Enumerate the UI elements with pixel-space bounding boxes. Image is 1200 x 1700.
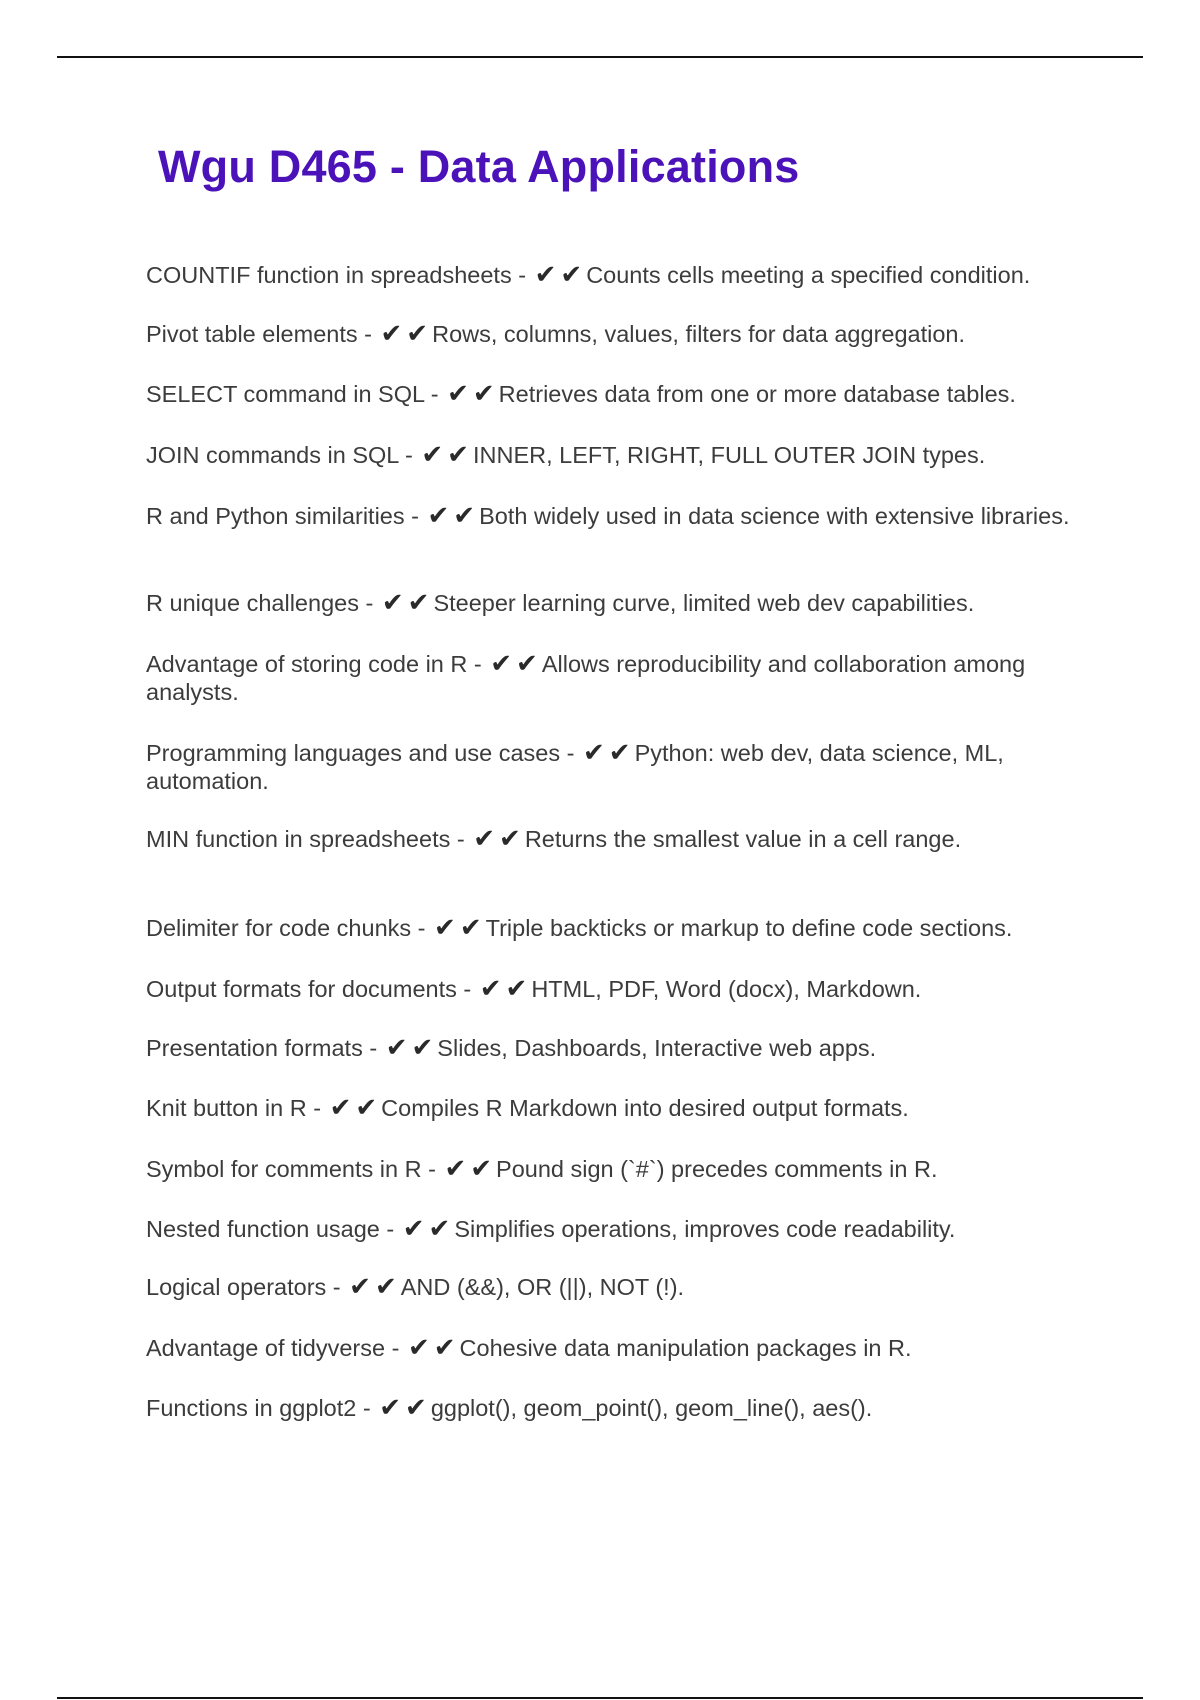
double-check-icon: ✔✔ xyxy=(473,823,525,853)
qa-term: MIN function in spreadsheets xyxy=(146,826,451,852)
qa-item: Logical operators - ✔✔AND (&&), OR (||), NOT (!). xyxy=(146,1271,685,1301)
double-check-icon: ✔✔ xyxy=(534,259,587,289)
double-check-icon: ✔✔ xyxy=(349,1271,401,1301)
double-check-icon: ✔✔ xyxy=(421,439,473,469)
double-check-icon: ✔✔ xyxy=(434,912,486,942)
qa-term: Delimiter for code chunks xyxy=(146,915,412,941)
qa-item: Output formats for documents - ✔✔HTML, PDF, Word (docx), Markdown. xyxy=(146,973,922,1003)
qa-term: Knit button in R xyxy=(146,1095,307,1121)
qa-definition: Rows, columns, values, filters for data aggregation. xyxy=(432,321,966,347)
qa-item: Knit button in R - ✔✔Compiles R Markdown into desired output formats. xyxy=(146,1092,909,1122)
qa-definition: Pound sign (`#`) precedes comments in R. xyxy=(496,1156,938,1182)
qa-term: Advantage of tidyverse xyxy=(146,1335,386,1361)
qa-definition: AND (&&), OR (||), NOT (!). xyxy=(400,1274,685,1300)
qa-definition: Allows reproducibility and collaboration among analysts. xyxy=(146,651,1026,705)
qa-term: JOIN commands in SQL xyxy=(146,442,399,468)
qa-item: Pivot table elements - ✔✔Rows, columns, values, filters for data aggregation. xyxy=(146,318,966,348)
qa-definition: HTML, PDF, Word (docx), Markdown. xyxy=(531,976,922,1002)
qa-term: Advantage of storing code in R xyxy=(146,651,468,677)
qa-definition: Cohesive data manipulation packages in R. xyxy=(459,1335,912,1361)
qa-item: COUNTIF function in spreadsheets - ✔✔Counts cells meeting a specified condition. xyxy=(146,259,1031,289)
qa-term: Output formats for documents xyxy=(146,976,457,1002)
qa-term: COUNTIF function in spreadsheets xyxy=(146,262,512,288)
qa-item: Advantage of storing code in R - ✔✔Allows reproducibility and collaboration among analysts. xyxy=(146,648,1026,705)
double-check-icon: ✔✔ xyxy=(329,1092,382,1122)
qa-term: Pivot table elements xyxy=(146,321,358,347)
qa-definition: Steeper learning curve, limited web dev capabilities. xyxy=(433,590,975,616)
double-check-icon: ✔✔ xyxy=(447,378,499,408)
qa-definition: ggplot(), geom_point(), geom_line(), aes(). xyxy=(430,1395,873,1421)
double-check-icon: ✔✔ xyxy=(379,1392,431,1422)
page-title: Wgu D465 - Data Applications xyxy=(158,141,800,192)
qa-term: Programming languages and use cases xyxy=(146,740,561,766)
qa-item: MIN function in spreadsheets - ✔✔Returns the smallest value in a cell range. xyxy=(146,823,962,853)
double-check-icon: ✔✔ xyxy=(381,587,434,617)
bottom-rule xyxy=(57,1697,1143,1699)
qa-term: SELECT command in SQL xyxy=(146,381,425,407)
double-check-icon: ✔✔ xyxy=(479,973,532,1003)
qa-item: R and Python similarities - ✔✔Both widely used in data science with extensive libraries. xyxy=(146,500,1070,530)
qa-term: Logical operators xyxy=(146,1274,327,1300)
qa-item: Functions in ggplot2 - ✔✔ggplot(), geom_point(), geom_line(), aes(). xyxy=(146,1392,873,1422)
qa-term: Nested function usage xyxy=(146,1216,380,1242)
qa-definition: Simplifies operations, improves code readability. xyxy=(454,1216,956,1242)
double-check-icon: ✔✔ xyxy=(402,1213,455,1243)
qa-term: Functions in ggplot2 xyxy=(146,1395,357,1421)
double-check-icon: ✔✔ xyxy=(583,737,635,767)
qa-definition: INNER, LEFT, RIGHT, FULL OUTER JOIN types. xyxy=(472,442,986,468)
qa-definition: Returns the smallest value in a cell range. xyxy=(524,826,962,852)
double-check-icon: ✔✔ xyxy=(444,1153,497,1183)
double-check-icon: ✔✔ xyxy=(380,318,433,348)
double-check-icon: ✔✔ xyxy=(427,500,480,530)
qa-definition: Triple backticks or markup to define code sections. xyxy=(485,915,1013,941)
qa-item: Presentation formats - ✔✔Slides, Dashboards, Interactive web apps. xyxy=(146,1032,877,1062)
qa-term: R and Python similarities xyxy=(146,503,405,529)
double-check-icon: ✔✔ xyxy=(385,1032,438,1062)
qa-definition: Slides, Dashboards, Interactive web apps. xyxy=(437,1035,877,1061)
qa-item: R unique challenges - ✔✔Steeper learning curve, limited web dev capabilities. xyxy=(146,587,975,617)
qa-item: Advantage of tidyverse - ✔✔Cohesive data manipulation packages in R. xyxy=(146,1332,912,1362)
qa-item: Programming languages and use cases - ✔✔Python: web dev, data science, ML, automation. xyxy=(146,737,1004,794)
qa-definition: Compiles R Markdown into desired output formats. xyxy=(381,1095,909,1121)
qa-definition: Both widely used in data science with extensive libraries. xyxy=(479,503,1070,529)
qa-item: Symbol for comments in R - ✔✔Pound sign (`#`) precedes comments in R. xyxy=(146,1153,938,1183)
double-check-icon: ✔✔ xyxy=(490,648,542,678)
qa-definition: Counts cells meeting a specified condition. xyxy=(586,262,1031,288)
qa-item: SELECT command in SQL - ✔✔Retrieves data from one or more database tables. xyxy=(146,378,1016,408)
qa-item: Nested function usage - ✔✔Simplifies operations, improves code readability. xyxy=(146,1213,956,1243)
qa-definition: Retrieves data from one or more database tables. xyxy=(498,381,1016,407)
qa-definition: Python: web dev, data science, ML, automation. xyxy=(146,740,1004,794)
qa-term: R unique challenges xyxy=(146,590,359,616)
qa-term: Presentation formats xyxy=(146,1035,363,1061)
qa-item: Delimiter for code chunks - ✔✔Triple backticks or markup to define code sections. xyxy=(146,912,1013,942)
qa-term: Symbol for comments in R xyxy=(146,1156,422,1182)
double-check-icon: ✔✔ xyxy=(407,1332,460,1362)
top-rule xyxy=(57,56,1143,58)
qa-item: JOIN commands in SQL - ✔✔INNER, LEFT, RIGHT, FULL OUTER JOIN types. xyxy=(146,439,986,469)
